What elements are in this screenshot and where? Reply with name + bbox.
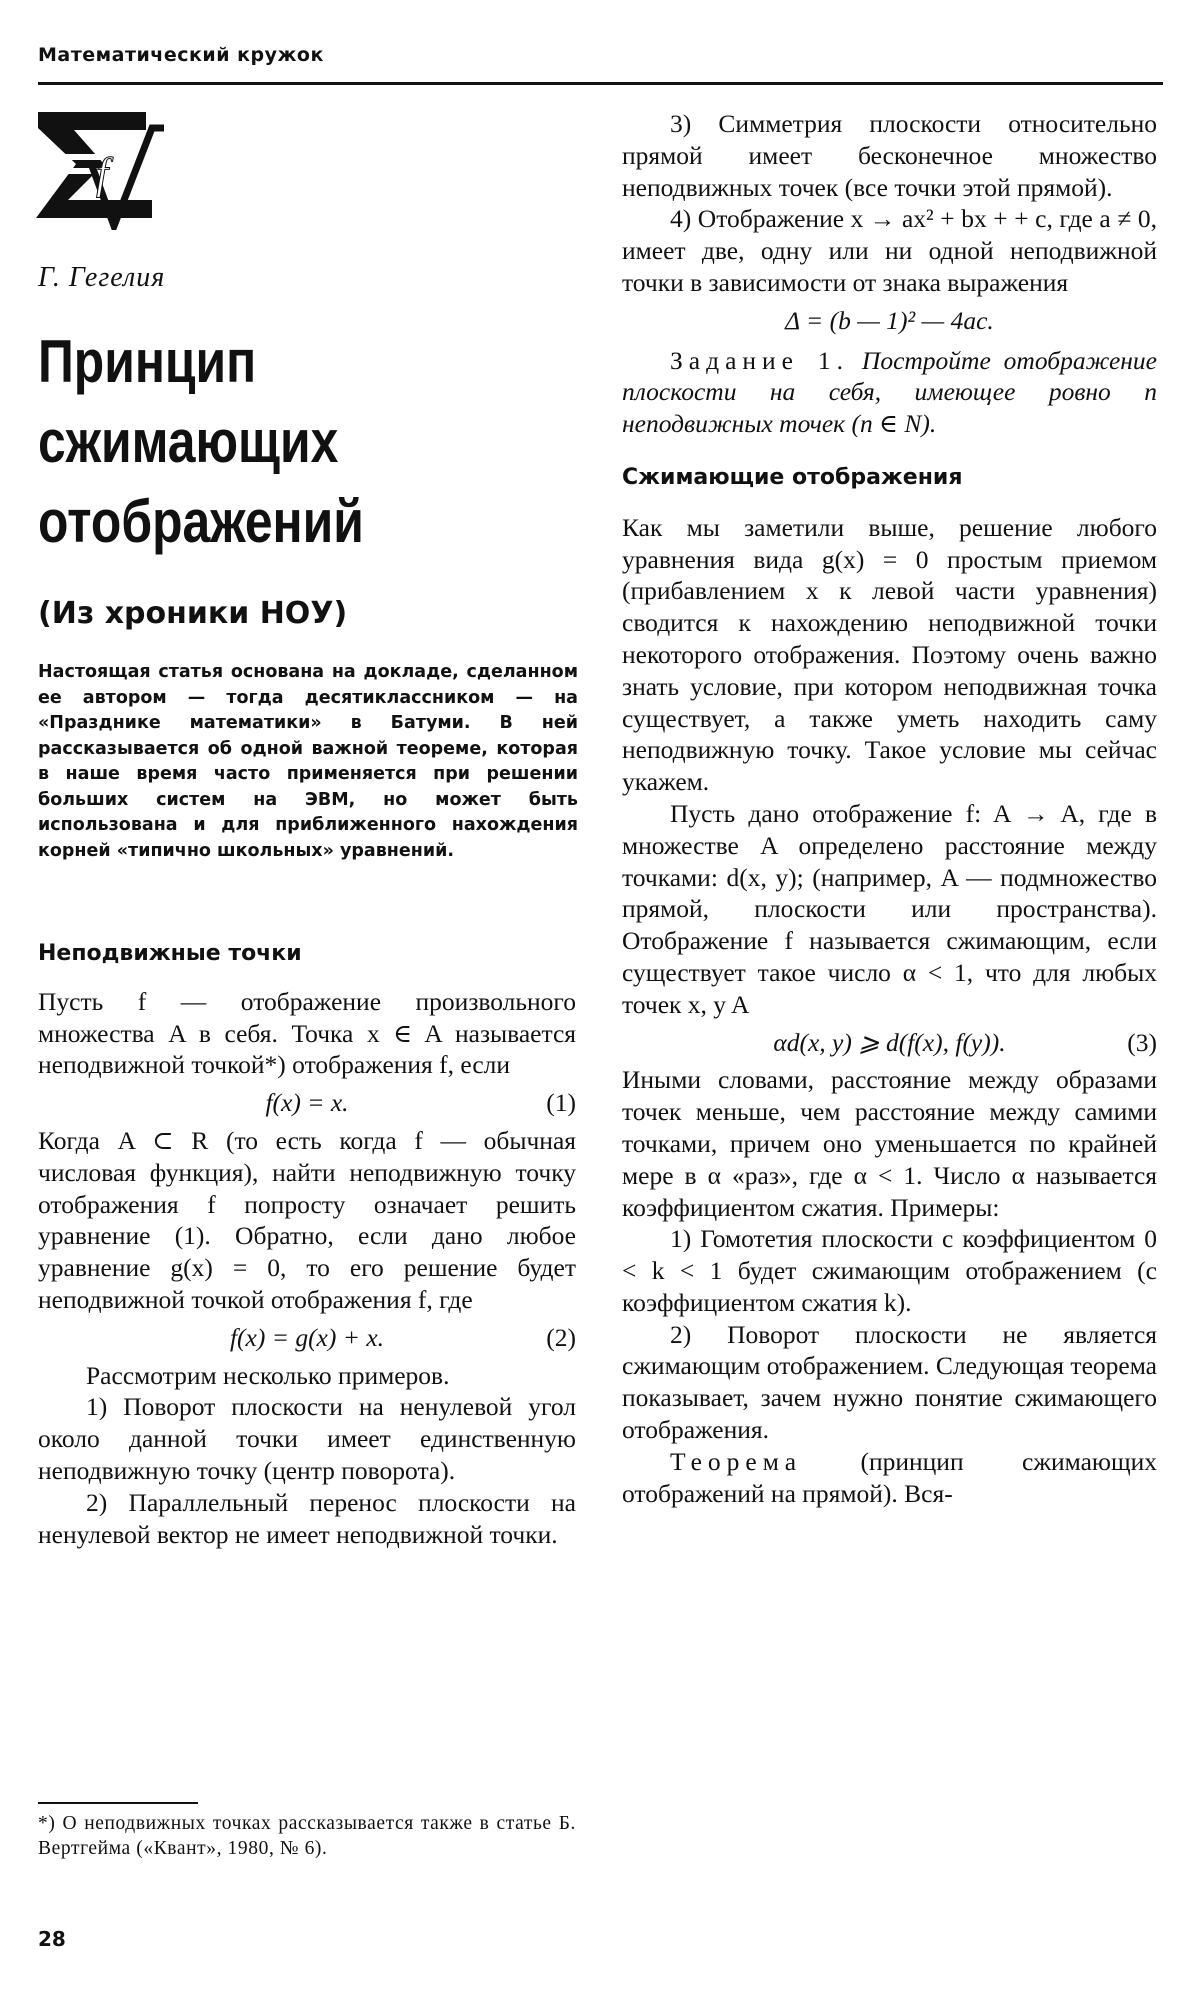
formula-text: Δ = (b — 1)² — 4ac. bbox=[785, 305, 994, 335]
paragraph: 3) Симметрия плоскости относительно прямой имеет бесконечное множество неподвижных точек (все точки этой прямой). bbox=[622, 109, 1157, 202]
svg-text:f: f bbox=[96, 149, 109, 198]
formula-text: f(x) = g(x) + x. bbox=[229, 1322, 385, 1352]
author: Г. Гегелия bbox=[38, 262, 166, 293]
formula-delta bbox=[622, 305, 1157, 337]
article-subtitle: (Из хроники НОУ) bbox=[38, 596, 348, 631]
article-intro: Настоящая статья основана на докладе, сделанном ее автором — тогда десятиклассником — на «Празднике математики» в Батуми. В ней рассказывается об одной важной теореме, которая в наше время часто применяется при решении больших систем на ЭВМ, но может быть использована и для приближенного нахождения корней «типично школьных» уравнений. bbox=[38, 662, 578, 861]
formula-1 bbox=[38, 1087, 576, 1119]
left-column bbox=[38, 938, 576, 1550]
paragraph: 2) Поворот плоскости не является сжимающим отображением. Следующая теорема показывает, зачем нужно понятие сжимающего отображения. bbox=[622, 1319, 1157, 1445]
formula-number: (2) bbox=[546, 1322, 576, 1352]
theorem-paragraph bbox=[622, 1446, 1157, 1510]
formula-number: (3) bbox=[1127, 1027, 1157, 1057]
section-heading: Сжимающие отображения bbox=[622, 464, 963, 490]
formula-2 bbox=[38, 1322, 576, 1354]
formula-number: (1) bbox=[546, 1088, 576, 1118]
theorem-text: (принцип сжимающих отображений на прямой). Вся- bbox=[622, 1446, 1157, 1508]
article-title bbox=[38, 322, 387, 562]
header-rule bbox=[38, 82, 1163, 85]
paragraph: 2) Параллельный перенос плоскости на ненулевой вектор не имеет неподвижной точки. bbox=[38, 1487, 576, 1549]
paragraph: 4) Отображение x → ax² + bx + + c, где a ≠ 0, имеет две, одну или ни одной неподвижной точки в зависимости от знака выражения bbox=[622, 204, 1157, 297]
right-column bbox=[622, 108, 1157, 1509]
formula-text: f(x) = x. bbox=[265, 1088, 349, 1118]
paragraph: Пусть дано отображение f: A → A, где в множестве A определено расстояние между точками: d(x, y); (например, A — подмножество прямой, плоскости или пространства). Отображение f называется сжимающим, если существует такое число α < 1, что для любых точек x, y A bbox=[622, 798, 1157, 1019]
theorem-label: Теорема bbox=[670, 1446, 803, 1476]
task-label: Задание 1. bbox=[670, 345, 850, 375]
footnote: *) О неподвижных точках рассказывается также в статье Б. Вертгейма («Квант», 1980, № 6). bbox=[38, 1813, 576, 1859]
task-text: Постройте отображение плоскости на себя, имеющее ровно n неподвижных точек (n ∈ N). bbox=[622, 345, 1157, 439]
section-heading: Неподвижные точки bbox=[38, 941, 302, 966]
paragraph: Пусть f — отображение произвольного множества A в себя. Точка x ∈ A называется неподвижной точкой*) отображения f, если bbox=[38, 986, 576, 1080]
formula-text: αd(x, y) ⩾ d(f(x), f(y)). bbox=[773, 1027, 1006, 1057]
title-line: отображений bbox=[38, 488, 364, 555]
sigma-logo-icon bbox=[34, 108, 164, 230]
page-number: 28 bbox=[38, 1927, 66, 1951]
paragraph: Иными словами, расстояние между образами точек меньше, чем расстояние между самими точками, причем оно уменьшается по крайней мере в α «раз», где α < 1. Число α называется коэффициентом сжатия. Примеры: bbox=[622, 1065, 1157, 1222]
paragraph: Когда A ⊂ R (то есть когда f — обычная числовая функция), найти неподвижную точку отображения f попросту означает решить уравнение (1). Обратно, если дано любое уравнение g(x) = 0, то его решение будет неподвижной точкой отображения f, где bbox=[38, 1125, 576, 1314]
paragraph: 1) Поворот плоскости на ненулевой угол около данной точки имеет единственную неподвижную точку (центр поворота). bbox=[38, 1392, 576, 1485]
paragraph: 1) Гомотетия плоскости с коэффициентом 0 < k < 1 будет сжимающим отображением (с коэффициентом сжатия k). bbox=[622, 1224, 1157, 1317]
footnote-rule bbox=[38, 1802, 198, 1804]
section-title: Математический кружок bbox=[38, 44, 324, 66]
paragraph: Как мы заметили выше, решение любого уравнения вида g(x) = 0 простым приемом (прибавлением x к левой части уравнения) сводится к нахождению неподвижной точки некоторого отображения. Поэтому очень важно знать условие, при котором неподвижная точка существует, а также уметь находить саму неподвижную точку. Такое условие мы сейчас укажем. bbox=[622, 512, 1157, 797]
title-line: Принцип bbox=[38, 328, 257, 395]
title-line: сжимающих bbox=[38, 408, 339, 475]
task-paragraph bbox=[622, 345, 1157, 440]
formula-3 bbox=[622, 1027, 1157, 1059]
paragraph: Рассмотрим несколько примеров. bbox=[86, 1360, 450, 1390]
